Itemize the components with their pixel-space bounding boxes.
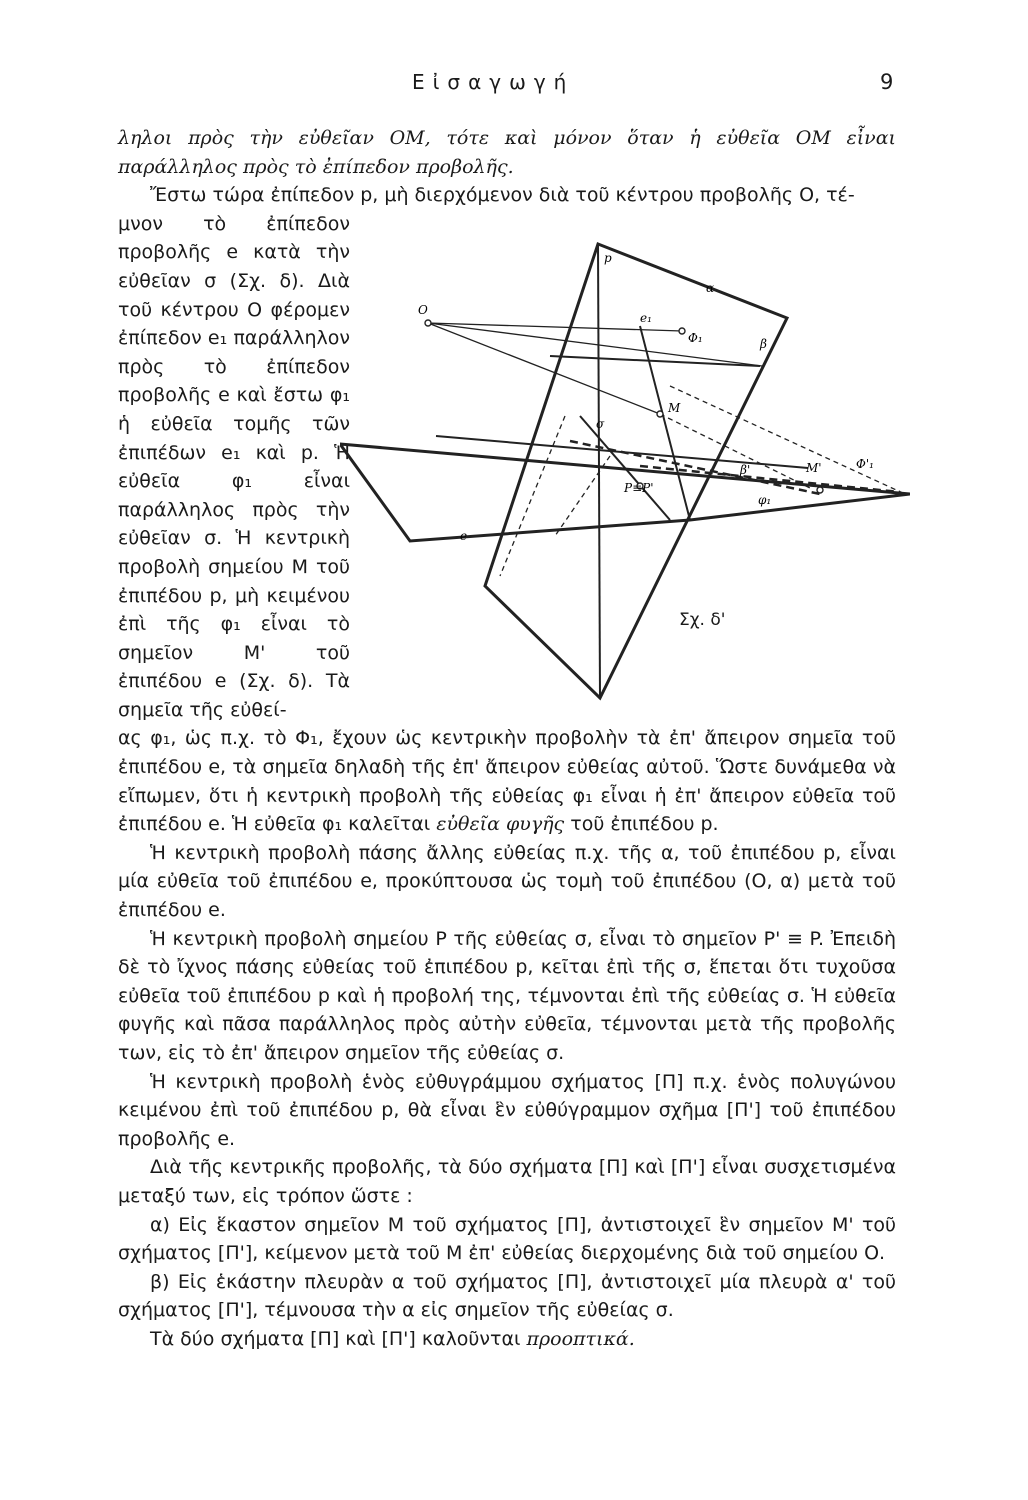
label-phi-small: φ₁ <box>758 493 772 507</box>
label-phi1: Φ₁ <box>688 331 703 345</box>
label-m: M <box>668 401 681 415</box>
paragraph-vanishing-line: ας φ₁, ὡς π.χ. τὸ Φ₁, ἔχουν ὡς κεντρικὴν προβολὴν τὰ ἐπ' ἄπειρον σημεῖα τοῦ ἐπιπέδου e, τὰ σημεῖα δηλαδὴ τῆς ἐπ' ἄπειρον εὐθείας αὐτοῦ. Ὥστε δυνάμεθα νὰ εἴπωμεν, ὅτι ἡ κεντρικὴ προβολὴ τῆς εὐθείας φ₁ εἶναι ἡ ἐπ' ἄπειρον εὐθεῖα τοῦ ἐπιπέδου e. Ἡ εὐθεῖα φ₁ καλεῖται εὐθεῖα φυγῆς τοῦ ἐπιπέδου p. <box>118 727 896 836</box>
point-m-prime <box>817 487 823 493</box>
label-e: e <box>460 529 468 543</box>
label-o: O <box>418 303 428 317</box>
paragraph-point-a: α) Εἰς ἕκαστον σημεῖον Μ τοῦ σχήματος [Π], ἀντιστοιχεῖ ἓν σημεῖον M' τοῦ σχήματος [Π'], κείμενον μετὰ τοῦ Μ ἐπ' εὐθείας διερχομένης διὰ τοῦ σημείου Ο. <box>118 1213 896 1265</box>
figure-perspective-planes <box>340 236 910 706</box>
point-o <box>425 320 431 326</box>
label-m-prime: M' <box>806 461 822 475</box>
paragraph-correlation: Διὰ τῆς κεντρικῆς προβολῆς, τὰ δύο σχήματα [Π] καὶ [Π'] εἶναι συσχετισμένα μεταξύ των, εἰς τρόπον ὥστε : <box>118 1156 896 1207</box>
label-sigma: σ <box>596 417 605 431</box>
label-beta: β <box>760 337 767 351</box>
figure-svg <box>340 236 910 706</box>
point-m <box>657 411 663 417</box>
paragraph-projection-point: Ἡ κεντρικὴ προβολὴ σημείου P τῆς εὐθείας σ, εἶναι τὸ σημεῖον P' ≡ P. Ἐπειδὴ δὲ τὸ ἴχνος πάσης εὐθείας τοῦ ἐπιπέδου p, κεῖται ἐπὶ τῆς σ, ἕπεται ὅτι τυχοῦσα εὐθεῖα τοῦ ἐπιπέδου p καὶ ἡ προβολή της, τέμνονται ἐπὶ τῆς εὐθείας σ. Ἡ εὐθεῖα φυγῆς καὶ πᾶσα παράλληλος πρὸς αὐτὴν εὐθεῖα, τέμνονται μετὰ τῆς προβολῆς των, εἰς τὸ ἐπ' ἄπειρον σημεῖον τῆς εὐθείας σ. <box>118 927 896 1064</box>
ray-o-m <box>428 323 660 414</box>
label-p: p <box>604 251 612 265</box>
page-header <box>0 70 1028 100</box>
paragraph-continuation: ληλοι πρὸς τὴν εὐθεῖαν ΟΜ, τότε καὶ μόνον ὅταν ἡ εὐθεῖα ΟΜ εἶναι παράλληλος πρὸς τὸ ἐπίπεδον προβολῆς. <box>118 127 896 178</box>
narrow-text-column <box>118 210 350 725</box>
page-number: 9 <box>880 70 894 94</box>
paragraph-first-line: Ἔστω τώρα ἐπίπεδον p, μὴ διερχόμενον διὰ τοῦ κέντρου προβολῆς O, τέ- <box>150 184 855 207</box>
ray-vanishing <box>670 386 905 494</box>
label-phi1-prime: Φ'₁ <box>856 457 874 471</box>
paragraph-perspective: Τὰ δύο σχήματα [Π] καὶ [Π'] καλοῦνται προοπτικά. <box>150 1327 635 1350</box>
label-beta-prime: β' <box>740 463 751 477</box>
label-a: α <box>706 281 715 295</box>
paragraph-projection-line: Ἡ κεντρικὴ προβολὴ πάσης ἄλλης εὐθείας π.χ. τῆς α, τοῦ ἐπιπέδου p, εἶναι μία εὐθεῖα τοῦ ἐπιπέδου e, προκύπτουσα ὡς τομὴ τοῦ ἐπιπέδου (Ο, α) μετὰ τοῦ ἐπιπέδου e. <box>118 841 896 922</box>
point-phi1 <box>679 328 685 334</box>
line-phi1 <box>550 356 760 366</box>
term-perspective: προοπτικά. <box>526 1327 635 1350</box>
paragraph-narrow: μνον τὸ ἐπίπεδον προβολῆς e κατὰ τὴν εὐθεῖαν σ (Σχ. δ). Διὰ τοῦ κέντρου Ο φέρομεν ἐπίπεδον e₁ παράλληλον πρὸς τὸ ἐπίπεδον προβολῆς e καὶ ἔστω φ₁ ἡ εὐθεῖα τομῆς τῶν ἐπιπέδων e₁ καὶ p. Ἡ εὐθεῖα φ₁ εἶναι παράλληλος πρὸς τὴν εὐθεῖαν σ. Ἡ κεντρικὴ προβολὴ σημείου Μ τοῦ ἐπιπέδου p, μὴ κειμένου ἐπὶ τῆς φ₁ εἶναι τὸ σημεῖον M' τοῦ ἐπιπέδου e (Σχ. δ). Τὰ σημεῖα τῆς εὐθεί- <box>118 212 350 721</box>
label-p-equals-p-prime: P≡P' <box>624 481 654 495</box>
label-e1: e₁ <box>640 311 652 325</box>
running-title: Εἰσαγωγή <box>412 70 575 94</box>
term-vanishing-line: εὐθεῖα φυγῆς <box>436 813 565 836</box>
ray-o-beta <box>428 323 762 366</box>
paragraph-polygon: Ἡ κεντρικὴ προβολὴ ἑνὸς εὐθυγράμμου σχήματος [Π] π.χ. ἑνὸς πολυγώνου κειμένου ἐπὶ τοῦ ἐπιπέδου p, θὰ εἶναι ἓν εὐθύγραμμον σχῆμα [Π'] τοῦ ἐπιπέδου προβολῆς e. <box>118 1070 896 1150</box>
paragraph-side-b: β) Εἰς ἑκάστην πλευρὰν α τοῦ σχήματος [Π], ἀντιστοιχεῖ μία πλευρὰ α' τοῦ σχήματος [Π'], τέμνουσα τὴν α εἰς σημεῖον τῆς εὐθείας σ. <box>118 1270 896 1322</box>
figure-caption: Σχ. δ' <box>679 610 726 630</box>
